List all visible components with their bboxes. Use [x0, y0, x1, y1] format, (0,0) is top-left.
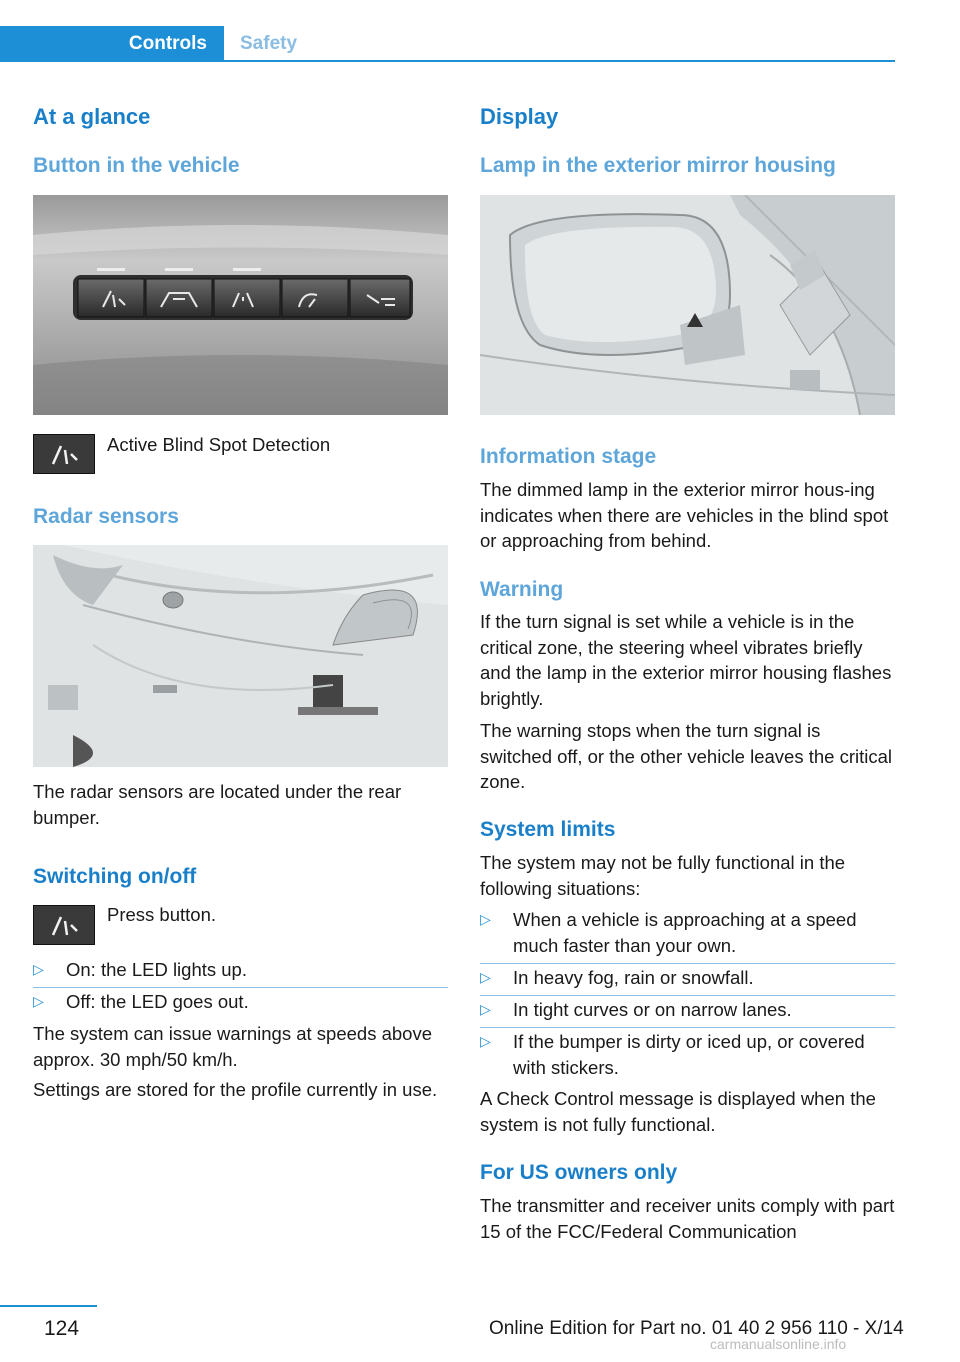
blind-spot-button-icon — [33, 434, 95, 474]
divider — [480, 963, 895, 964]
triangle-right-icon: ▷ — [33, 961, 44, 977]
triangle-right-icon: ▷ — [33, 993, 44, 1009]
tab-controls[interactable] — [0, 26, 224, 62]
edition-text: Online Edition for Part no. 01 40 2 956 110 - X/14 — [489, 1318, 904, 1339]
heading-information-stage: Information stage — [480, 445, 657, 468]
button-panel-image — [33, 195, 448, 415]
heading-system-limits: System limits — [480, 818, 616, 841]
triangle-right-icon: ▷ — [480, 1033, 491, 1049]
heading-us-owners: For US owners only — [480, 1161, 678, 1184]
watermark: carmanualsonline.info — [710, 1336, 847, 1352]
tab-safety-label: Safety — [240, 33, 298, 54]
settings-paragraph: Settings are stored for the profile currently in use. — [33, 1079, 438, 1100]
heading-display: Display — [480, 104, 559, 129]
warning-text-2: The warning stops when the turn signal is switched off, or the other vehicle leaves the critical zone. — [480, 720, 893, 792]
us-owners-text: The transmitter and receiver units comply with part 15 of the FCC/Federal Communication — [480, 1195, 895, 1242]
header-divider — [0, 60, 895, 62]
tab-safety[interactable] — [224, 26, 318, 62]
radar-sensors-text: The radar sensors are located under the rear bumper. — [33, 781, 402, 828]
triangle-right-icon: ▷ — [480, 1001, 491, 1017]
heading-warning: Warning — [480, 578, 564, 601]
check-control-text: A Check Control message is displayed when the system is not fully functional. — [480, 1088, 876, 1135]
heading-radar-sensors: Radar sensors — [33, 505, 179, 528]
heading-button-in-vehicle: Button in the vehicle — [33, 154, 240, 177]
footer-divider — [0, 1305, 97, 1307]
divider — [480, 995, 895, 996]
blind-spot-button-icon-2 — [33, 905, 95, 945]
system-limits-intro: The system may not be fully functional in the following situations: — [480, 852, 846, 899]
triangle-right-icon: ▷ — [480, 969, 491, 985]
mirror-lamp-image — [480, 195, 895, 415]
divider — [480, 1027, 895, 1028]
warning-text-1: If the turn signal is set while a vehicle is in the critical zone, the steering wheel vibrates briefly and the lamp in the exterior mirror housing flashes brightly. — [480, 611, 892, 709]
information-stage-text: The dimmed lamp in the exterior mirror hous‐ing indicates when there are vehicles in the blind spot or approaching from behind. — [480, 479, 889, 551]
tab-controls-label: Controls — [128, 33, 207, 54]
press-button-text: Press button. — [107, 904, 217, 925]
triangle-right-icon: ▷ — [480, 911, 491, 927]
divider — [33, 987, 448, 988]
heading-switching-on-off: Switching on/off — [33, 865, 197, 888]
heading-lamp-mirror: Lamp in the exterior mirror housing — [480, 154, 836, 177]
active-blind-spot-label: Active Blind Spot Detection — [107, 434, 331, 455]
speed-paragraph: The system can issue warnings at speeds above approx. 30 mph/50 km/h. — [33, 1023, 432, 1070]
rear-bumper-image — [33, 545, 448, 767]
heading-at-a-glance: At a glance — [33, 104, 151, 129]
page-number: 124 — [44, 1317, 80, 1340]
